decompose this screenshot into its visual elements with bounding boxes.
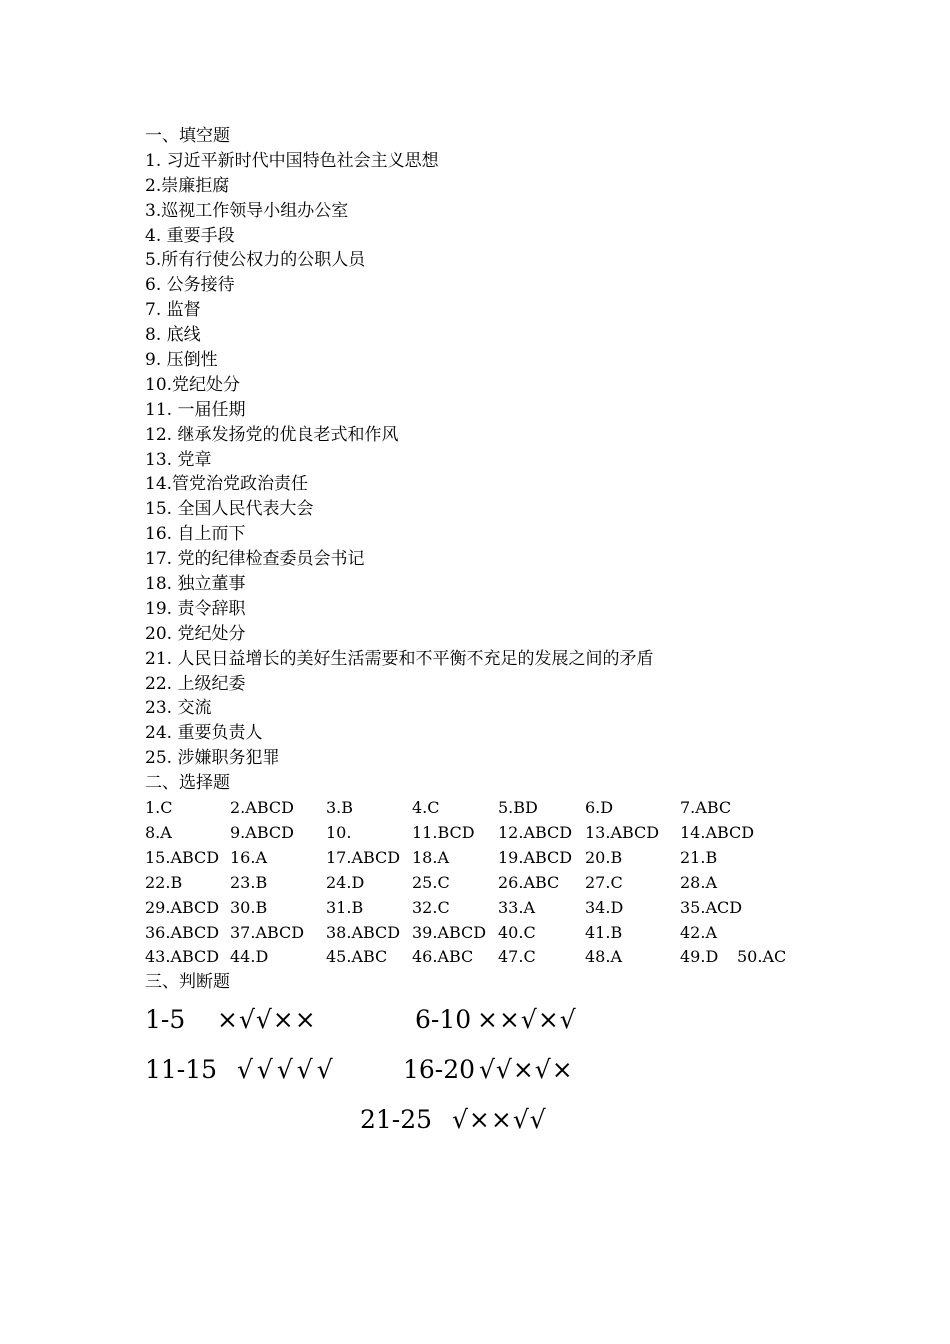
choice-answer: 46.ABC — [412, 947, 474, 967]
choice-row — [145, 921, 845, 946]
fill-blank-item: 5.所有行使公权力的公职人员 — [145, 250, 366, 271]
fill-blank-item: 20. 党纪处分 — [145, 623, 246, 644]
choice-answer: 34.D — [585, 897, 624, 917]
fill-blank-item: 25. 涉嫌职务犯罪 — [145, 748, 280, 769]
choice-answer: 11.BCD — [412, 822, 475, 842]
choice-answer: 50.AC — [737, 947, 787, 967]
fill-blank-item: 21. 人民日益增长的美好生活需要和不平衡不充足的发展之间的矛盾 — [145, 648, 654, 669]
choice-row — [145, 896, 845, 921]
choice-answer: 38.ABCD — [326, 922, 401, 942]
choice-answer: 21.B — [680, 847, 718, 867]
tf-marks-6-10: ××√×√ — [477, 1005, 577, 1034]
tf-marks-16-20: √√×√× — [479, 1055, 574, 1084]
choice-answer: 10. — [326, 822, 352, 842]
choice-answer: 20.B — [585, 847, 623, 867]
tf-range-21-25: 21-25 — [360, 1105, 433, 1134]
fill-blank-item: 10.党纪处分 — [145, 374, 241, 395]
fill-blank-item: 6. 公务接待 — [145, 275, 235, 296]
fill-blank-list — [145, 149, 845, 771]
tf-range-6-10: 6-10 — [415, 1005, 472, 1034]
choice-answer: 48.A — [585, 947, 622, 967]
choice-answer: 39.ABCD — [412, 922, 487, 942]
choice-answer: 2.ABCD — [230, 798, 294, 818]
fill-blank-item: 3.巡视工作领导小组办公室 — [145, 200, 349, 221]
choice-answer: 33.A — [498, 897, 535, 917]
choice-answer: 3.B — [326, 798, 354, 818]
choice-answer: 31.B — [326, 897, 364, 917]
fill-blank-item: 11. 一届任期 — [145, 399, 246, 420]
choice-answer: 28.A — [680, 872, 717, 892]
section-heading-fill-blank: 一、填空题 — [145, 126, 230, 146]
tf-range-11-15: 11-15 — [145, 1055, 218, 1084]
choice-answer: 4.C — [412, 798, 440, 818]
choice-answer: 16.A — [230, 847, 267, 867]
choice-answer: 9.ABCD — [230, 822, 294, 842]
fill-blank-item: 16. 自上而下 — [145, 524, 246, 545]
choice-answer: 5.BD — [498, 798, 538, 818]
choice-answer: 45.ABC — [326, 947, 388, 967]
choice-answer: 47.C — [498, 947, 536, 967]
choice-answer: 29.ABCD — [145, 897, 220, 917]
choice-answer: 19.ABCD — [498, 847, 573, 867]
choice-answer: 22.B — [145, 872, 183, 892]
fill-blank-item: 7. 监督 — [145, 300, 201, 321]
fill-blank-item: 17. 党的纪律检查委员会书记 — [145, 549, 365, 570]
choice-answer: 37.ABCD — [230, 922, 305, 942]
choice-row — [145, 871, 845, 896]
choice-answer: 26.ABC — [498, 872, 560, 892]
choice-answer: 15.ABCD — [145, 847, 220, 867]
tf-marks-11-15: √√√√√ — [237, 1055, 337, 1084]
choice-answer: 44.D — [230, 947, 269, 967]
fill-blank-item: 15. 全国人民代表大会 — [145, 499, 314, 520]
section-heading-multiple-choice: 二、选择题 — [145, 773, 230, 794]
choice-answer: 1.C — [145, 798, 173, 818]
choice-answer: 42.A — [680, 922, 717, 942]
fill-blank-item: 18. 独立董事 — [145, 574, 246, 595]
choice-answer: 13.ABCD — [585, 822, 660, 842]
section-heading-true-false: 三、判断题 — [145, 972, 230, 993]
multiple-choice-grid — [145, 796, 845, 970]
choice-answer: 40.C — [498, 922, 536, 942]
fill-blank-item: 1. 习近平新时代中国特色社会主义思想 — [145, 150, 439, 171]
choice-answer: 49.D — [680, 947, 719, 967]
choice-row — [145, 945, 845, 970]
fill-blank-item: 23. 交流 — [145, 698, 212, 719]
fill-blank-item: 2.崇廉拒腐 — [145, 175, 230, 196]
choice-answer: 17.ABCD — [326, 847, 401, 867]
choice-answer: 43.ABCD — [145, 947, 220, 967]
tf-range-16-20: 16-20 — [403, 1055, 476, 1084]
choice-row — [145, 821, 845, 846]
answer-content — [145, 124, 845, 995]
choice-answer: 25.C — [412, 872, 450, 892]
fill-blank-item: 13. 党章 — [145, 449, 212, 470]
choice-answer: 32.C — [412, 897, 450, 917]
fill-blank-item: 12. 继承发扬党的优良老式和作风 — [145, 424, 399, 445]
fill-blank-item: 8. 底线 — [145, 325, 201, 346]
tf-marks-1-5: ×√√×× — [217, 1005, 317, 1034]
choice-row — [145, 846, 845, 871]
choice-answer: 35.ACD — [680, 897, 743, 917]
choice-answer: 27.C — [585, 872, 623, 892]
choice-answer: 14.ABCD — [680, 822, 755, 842]
choice-answer: 8.A — [145, 822, 172, 842]
choice-row — [145, 796, 845, 821]
choice-answer: 23.B — [230, 872, 268, 892]
fill-blank-item: 19. 责令辞职 — [145, 598, 246, 619]
tf-marks-21-25: √××√√ — [452, 1105, 547, 1134]
tf-range-1-5: 1-5 — [145, 1005, 186, 1034]
choice-answer: 41.B — [585, 922, 623, 942]
choice-answer: 18.A — [412, 847, 449, 867]
choice-answer: 12.ABCD — [498, 822, 573, 842]
choice-answer: 36.ABCD — [145, 922, 220, 942]
choice-answer: 7.ABC — [680, 798, 732, 818]
choice-answer: 6.D — [585, 798, 614, 818]
fill-blank-item: 24. 重要负责人 — [145, 723, 263, 744]
choice-answer: 24.D — [326, 872, 365, 892]
choice-answer: 30.B — [230, 897, 268, 917]
fill-blank-item: 9. 压倒性 — [145, 350, 218, 371]
fill-blank-item: 22. 上级纪委 — [145, 673, 246, 694]
fill-blank-item: 14.管党治党政治责任 — [145, 474, 309, 495]
fill-blank-item: 4. 重要手段 — [145, 225, 235, 246]
